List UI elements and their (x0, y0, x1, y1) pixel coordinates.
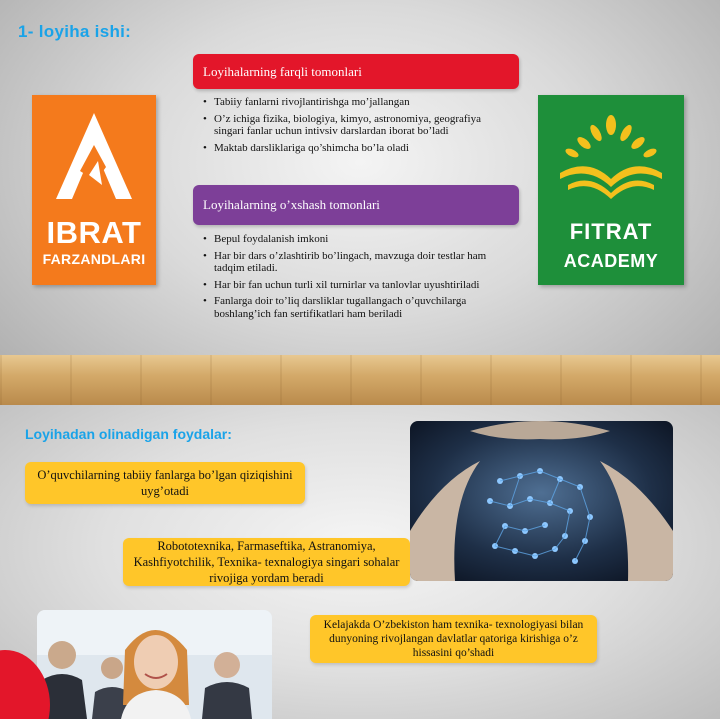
open-book-sprout-icon (538, 95, 684, 215)
list-item: • Fanlarga doir to’liq darsliklar tugallangach o’quvchilarga boshlang’ich fan sertifikatlari ham beriladi (202, 295, 502, 320)
ibrat-logo-name: IBRAT (46, 215, 142, 250)
business-team-photo (37, 610, 272, 719)
list-item: • Har bir fan uchun turli xil turnirlar va tanlovlar uyushtiriladi (202, 279, 502, 292)
wood-floor-texture (0, 355, 720, 405)
benefit-box-3: Kelajakda O’zbekiston ham texnika- texnologiyasi bilan dunyoning rivojlangan davlatlar qatoriga kirishiga o’z hissasini qo’shadi (310, 615, 597, 663)
fitrat-logo-name: FITRAT (569, 219, 653, 244)
slide-title: 1- loyiha ishi: (18, 22, 132, 41)
list-item: • Tabiiy fanlarni rivojlantirishga mo’jallangan (202, 96, 502, 109)
ibrat-logo-subtitle: FARZANDLARI (42, 251, 146, 267)
ibrat-emblem-icon (32, 95, 156, 215)
differences-list (202, 96, 502, 158)
fitrat-academy-logo (538, 95, 684, 285)
list-item: • Maktab darsliklariga qo’shimcha bo’la oladi (202, 142, 502, 155)
ibrat-farzandlari-logo (32, 95, 156, 285)
list-item: • Har bir dars o’zlashtirib bo’lingach, mavzuga doir testlar ham tadqim etiladi. (202, 250, 502, 275)
slide-benefits (0, 405, 720, 719)
list-item: • Bepul foydalanish imkoni (202, 233, 502, 246)
slide-title: Loyihadan olinadigan foydalar: (25, 426, 232, 442)
differences-header: Loyihalarning farqli tomonlari (193, 54, 519, 89)
network-hands-photo (410, 421, 673, 581)
benefit-box-2: Robototexnika, Farmaseftika, Astranomiya, Kashfiyotchilik, Texnika- texnalogiya singari sohalar rivojiga yordam beradi (123, 538, 410, 586)
similarities-list (202, 233, 502, 324)
benefit-box-1: O’quvchilarning tabiiy fanlarga bo’lgan qiziqishini uyg’otadi (25, 462, 305, 504)
list-item: • O’z ichiga fizika, biologiya, kimyo, astronomiya, geografiya singari fanlar uchun intivsiv darslardan iborat bo’ladi (202, 113, 502, 138)
similarities-header: Loyihalarning o’xshash tomonlari (193, 185, 519, 225)
fitrat-logo-subtitle: ACADEMY (563, 251, 659, 271)
